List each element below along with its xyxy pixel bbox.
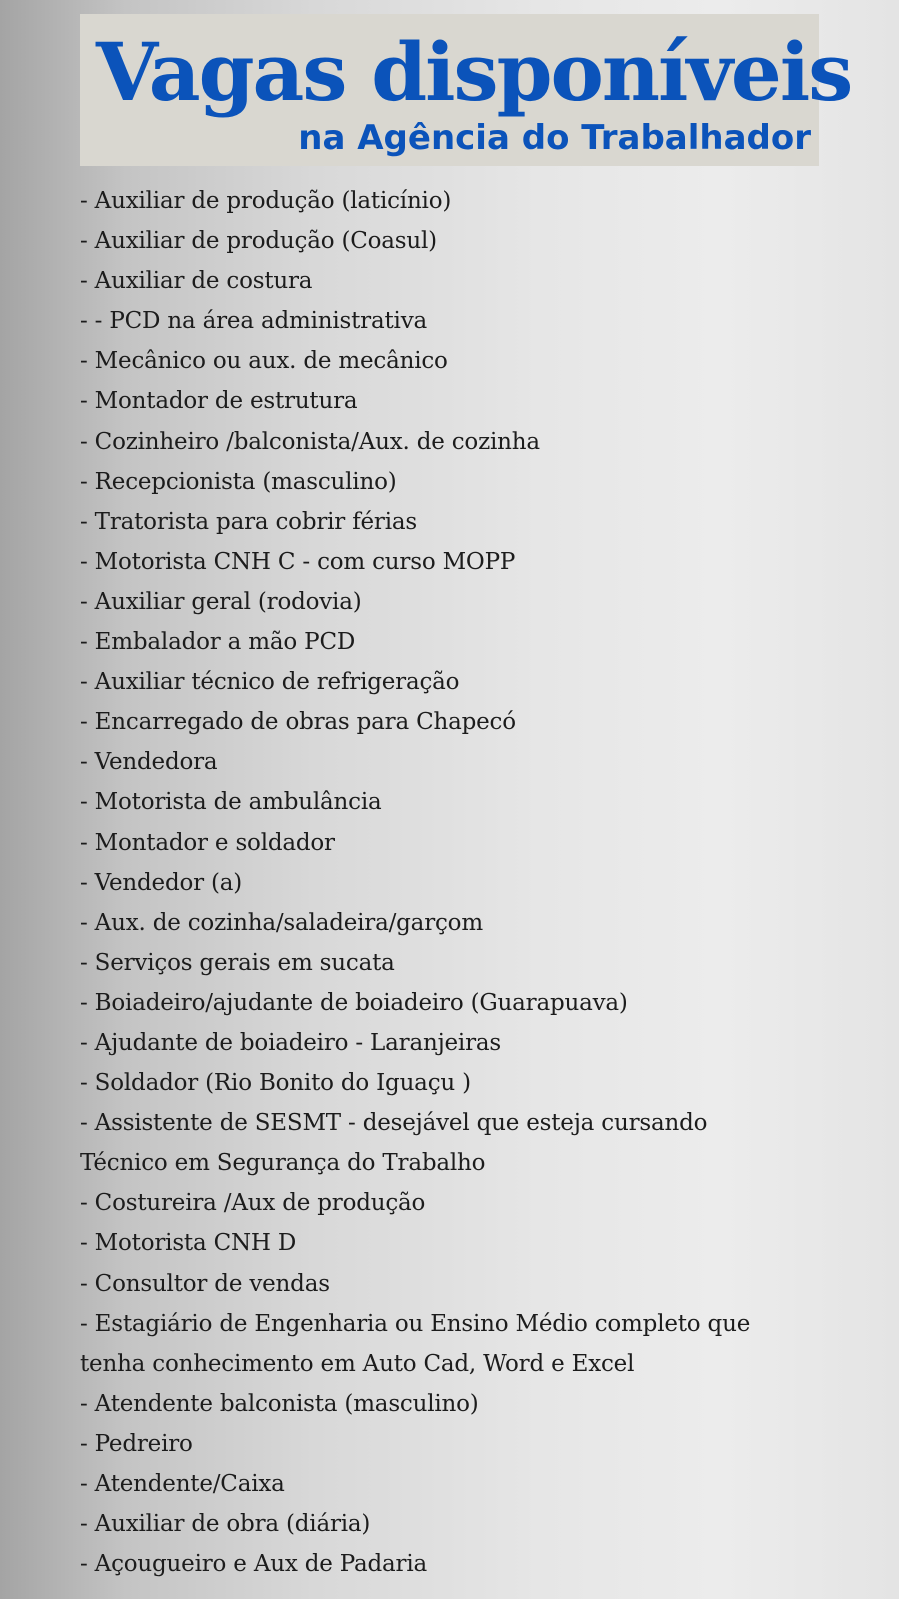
job-text: - Aux. de cozinha/saladeira/garçom xyxy=(80,909,483,936)
job-text: - Vendedor (a) xyxy=(80,869,243,896)
job-list-item xyxy=(80,1464,870,1504)
job-list-item xyxy=(80,261,870,301)
job-text: tenha conhecimento em Auto Cad, Word e Excel xyxy=(80,1350,635,1377)
job-list-item xyxy=(80,983,870,1023)
job-list-item xyxy=(80,823,870,863)
page-title: Vagas disponíveis xyxy=(96,25,852,119)
job-list-item xyxy=(80,301,870,341)
job-list-item xyxy=(80,422,870,462)
job-list-item xyxy=(80,1063,870,1103)
job-list-item xyxy=(80,1023,870,1063)
job-list-item xyxy=(80,462,870,502)
job-text: - Montador de estrutura xyxy=(80,388,358,415)
job-text: - Estagiário de Engenharia ou Ensino Médio completo que xyxy=(80,1310,751,1337)
job-text: - Auxiliar de produção (laticínio) xyxy=(80,188,452,214)
job-text: - Encarregado de obras para Chapecó xyxy=(80,709,516,736)
job-text: - Vendedora xyxy=(80,749,218,776)
job-list-item xyxy=(80,1384,870,1424)
job-text: - Tratorista para cobrir férias xyxy=(80,508,417,535)
job-list-item xyxy=(80,1504,870,1544)
job-list-item xyxy=(80,341,870,381)
job-list-item xyxy=(80,1183,870,1223)
job-text: - Auxiliar de costura xyxy=(80,268,313,295)
job-list-item xyxy=(80,943,870,983)
job-text: - Auxiliar de obra (diária) xyxy=(80,1511,371,1538)
job-list-item xyxy=(80,542,870,582)
job-list-item xyxy=(80,782,870,822)
job-text: - Motorista CNH C - com curso MOPP xyxy=(80,548,516,575)
job-text: - Serviços gerais em sucata xyxy=(80,949,395,976)
job-list-item xyxy=(80,1103,870,1183)
job-list-item xyxy=(80,903,870,943)
job-text: - Açougueiro e Aux de Padaria xyxy=(80,1551,428,1578)
job-text: - Motorista CNH D xyxy=(80,1230,297,1257)
job-list-item xyxy=(80,1424,870,1464)
page-subtitle: na Agência do Trabalhador xyxy=(298,118,811,158)
job-text: - Boiadeiro/ajudante de boiadeiro (Guarapuava) xyxy=(80,989,628,1016)
job-text: - Atendente balconista (masculino) xyxy=(80,1390,479,1417)
job-list-item xyxy=(80,1304,870,1384)
job-list-item xyxy=(80,742,870,782)
job-list-item xyxy=(80,1223,870,1263)
job-text: Técnico em Segurança do Trabalho xyxy=(80,1150,486,1177)
job-text: - Mecânico ou aux. de mecânico xyxy=(80,348,448,375)
job-list-item xyxy=(80,381,870,421)
job-text: - - PCD na área administrativa xyxy=(80,308,427,335)
job-text: - Consultor de vendas xyxy=(80,1270,330,1297)
job-text: - Pedreiro xyxy=(80,1430,193,1457)
job-list-item xyxy=(80,1544,870,1584)
job-list-item xyxy=(80,662,870,702)
job-list-item xyxy=(80,181,870,221)
job-list-item xyxy=(80,582,870,622)
job-text: - Soldador (Rio Bonito do Iguaçu ) xyxy=(80,1070,471,1097)
job-text: - Costureira /Aux de produção xyxy=(80,1190,426,1217)
job-text: - Embalador a mão PCD xyxy=(80,629,356,656)
job-text: - Auxiliar de produção (Coasul) xyxy=(80,228,437,255)
job-list-item xyxy=(80,1264,870,1304)
job-list-item xyxy=(80,702,870,742)
job-text: - Motorista de ambulância xyxy=(80,789,382,816)
job-list-item xyxy=(80,221,870,261)
job-text: - Auxiliar técnico de refrigeração xyxy=(80,669,460,696)
job-text: - Montador e soldador xyxy=(80,829,335,856)
job-text: - Cozinheiro /balconista/Aux. de cozinha xyxy=(80,428,540,455)
job-text: - Ajudante de boiadeiro - Laranjeiras xyxy=(80,1029,501,1056)
job-text: - Auxiliar geral (rodovia) xyxy=(80,588,362,615)
job-list-item xyxy=(80,622,870,662)
job-list xyxy=(80,181,870,1584)
job-text: - Assistente de SESMT - desejável que esteja cursando xyxy=(80,1110,708,1137)
job-list-item xyxy=(80,863,870,903)
job-list-item xyxy=(80,502,870,542)
job-text: - Atendente/Caixa xyxy=(80,1471,285,1497)
job-text: - Recepcionista (masculino) xyxy=(80,468,397,495)
